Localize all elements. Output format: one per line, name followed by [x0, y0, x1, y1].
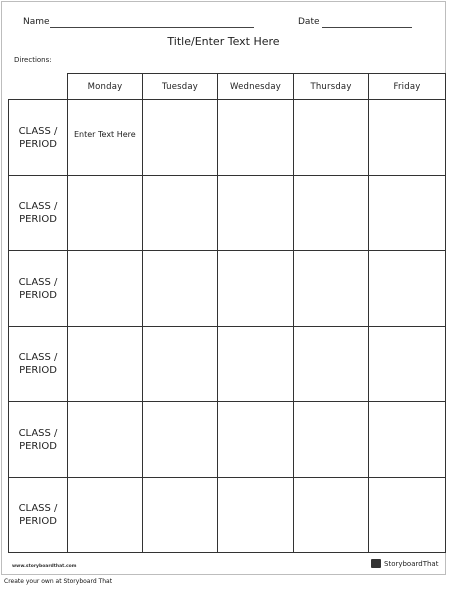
schedule-cell[interactable]	[368, 477, 446, 553]
schedule-cell[interactable]	[368, 250, 446, 327]
schedule-cell[interactable]	[67, 401, 143, 478]
schedule-cell[interactable]	[67, 175, 143, 251]
schedule-cell[interactable]	[142, 477, 218, 553]
period-label[interactable]: CLASS / PERIOD	[8, 477, 68, 553]
period-label[interactable]: CLASS / PERIOD	[8, 175, 68, 251]
day-header-tuesday: Tuesday	[142, 73, 218, 100]
schedule-cell[interactable]	[67, 326, 143, 402]
schedule-cell[interactable]	[293, 175, 369, 251]
date-field-line[interactable]	[322, 27, 412, 28]
period-label[interactable]: CLASS / PERIOD	[8, 250, 68, 327]
logo-text: StoryboardThat	[384, 559, 439, 568]
schedule-cell[interactable]	[368, 175, 446, 251]
schedule-cell[interactable]	[217, 401, 294, 478]
schedule-table	[8, 73, 445, 552]
name-field-line[interactable]	[50, 27, 254, 28]
schedule-cell[interactable]	[217, 326, 294, 402]
day-header-wednesday: Wednesday	[217, 73, 294, 100]
directions-label: Directions:	[14, 56, 52, 64]
page-title[interactable]: Title/Enter Text Here	[167, 35, 280, 48]
date-label: Date	[298, 17, 320, 27]
day-header-thursday: Thursday	[293, 73, 369, 100]
worksheet	[1, 1, 446, 575]
schedule-cell[interactable]	[217, 477, 294, 553]
schedule-cell[interactable]	[142, 250, 218, 327]
day-header-monday: Monday	[67, 73, 143, 100]
storyboardthat-logo	[371, 559, 438, 568]
schedule-cell[interactable]	[67, 477, 143, 553]
footer-url: www.storyboardthat.com	[12, 564, 77, 569]
period-label[interactable]: CLASS / PERIOD	[8, 326, 68, 402]
period-label[interactable]: CLASS / PERIOD	[8, 401, 68, 478]
schedule-cell[interactable]	[293, 477, 369, 553]
schedule-cell[interactable]	[67, 99, 143, 176]
schedule-cell[interactable]	[142, 99, 218, 176]
schedule-cell[interactable]	[142, 175, 218, 251]
storyboard-logo-icon	[371, 559, 381, 568]
schedule-cell[interactable]	[293, 401, 369, 478]
schedule-cell[interactable]	[142, 326, 218, 402]
name-label: Name	[23, 17, 50, 27]
schedule-cell[interactable]	[293, 99, 369, 176]
create-your-own-text: Create your own at Storyboard That	[4, 578, 113, 585]
schedule-cell[interactable]	[368, 326, 446, 402]
schedule-cell[interactable]	[217, 250, 294, 327]
schedule-cell[interactable]	[142, 401, 218, 478]
schedule-cell[interactable]	[67, 250, 143, 327]
day-header-friday: Friday	[368, 73, 446, 100]
schedule-cell[interactable]	[368, 99, 446, 176]
schedule-cell[interactable]	[368, 401, 446, 478]
period-label[interactable]: CLASS / PERIOD	[8, 99, 68, 176]
schedule-cell[interactable]	[217, 99, 294, 176]
schedule-cell[interactable]	[217, 175, 294, 251]
schedule-cell[interactable]	[293, 250, 369, 327]
schedule-cell[interactable]	[293, 326, 369, 402]
cell-text: Enter Text Here	[74, 130, 136, 139]
